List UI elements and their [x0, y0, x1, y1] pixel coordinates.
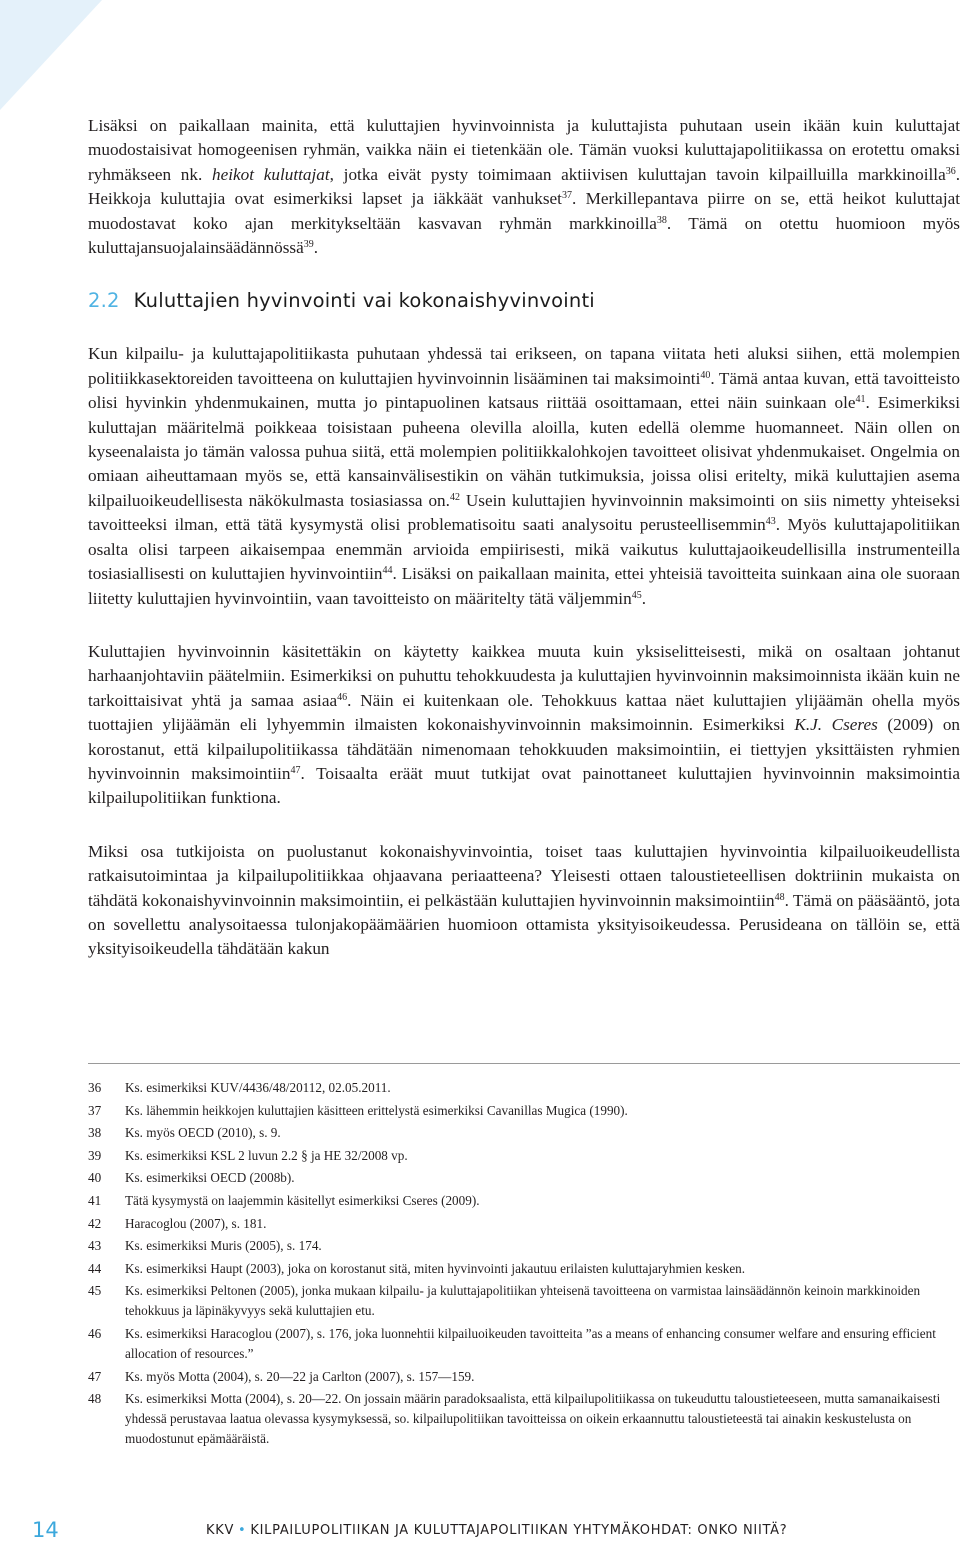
paragraph-2: Kun kilpailu- ja kuluttajapolitiikasta puhutaan yhdessä tai erikseen, on tapana viitata heti aluksi siihen, että molempien politiikkasektoreiden tavoitteena on kuluttajien hyvinvoinnin lisääminen tai maksimointi$^{40}$. Tämä antaa kuvan, että tavoitteisto olisi hyvinkin yhdenmukainen, mutta jo pintapuolinen katsaus riittää osoittamaan, ettei näin suinkaan ole$^{41}$. Esimerkiksi kuluttajan määritelmä poikkeaa toisistaan puheena olevilla aloilla, kuten edellä olemme huomanneet. Näin ollen on kyseenalaista jo tämän valossa puhua siitä, että molempien politiikkalohkojen tavoitteet olisivat yhdenmukaiset. Ongelmia on omiaan aiheuttamaan myös se, että kansainvälisestikin on vähän tutkimuksia, joissa olisi eritelty, mikä kuluttajien asema kilpailuoikeudellisesta näkökulmasta tosiasiassa on.$^{42}$ Usein kuluttajien hyvinvoinnin maksimointi on siis nimetty yhteiseksi tavoitteeksi ilman, että tätä kysymystä olisi problematisoitu saati analysoitu perusteellisemmin$^{43}$. Myös kuluttajapolitiikan osalta olisi tarpeen aikaisempaa enemmän arvioida empiirisesti, mikä vaikutus kuluttajaoikeudellisilla instrumenteilla tosiasiallisesti on kuluttajien hyvinvointiin$^{44}$. Lisäksi on paikallaan mainita, ettei yhteisiä tavoitteita suinkaan aina ole suoraan liitetty kuluttajien hyvinvointiin, vaan tavoitteisto on määritelty tätä väljemmin$^{45}$. [88, 344, 960, 608]
footnote-ref[interactable]: 38 [656, 214, 667, 226]
footnote-ref[interactable]: 36 [945, 165, 956, 177]
paragraph-1: Lisäksi on paikallaan mainita, että kuluttajien hyvinvoinnista ja kuluttajista puhutaan usein ikään kuin kuluttajat muodostaisivat homogeenisen ryhmän, vaikka näin ei tietenkään ole. Tämän vuoksi kuluttajapolitiikassa on erotettu omaksi ryhmäkseen nk. heikot kuluttajat, jotka eivät pysty toimimaan aktiivisen kuluttajan tavoin kilpailluilla markkinoilla$^{36}$. Heikkoja kuluttajia ovat esimerkiksi lapset ja iäkkäät vanhukset$^{37}$. Merkillepantava piirre on se, että heikot kuluttajat muodostavat koko ajan merkitykseltään kasvavan ryhmän markkinoilla$^{38}$. Tämä on otettu huomioon myös kuluttajansuojalainsäädännössä$^{39}$. [88, 116, 960, 258]
footnote-ref[interactable]: 37 [561, 190, 572, 202]
running-title-text: KILPAILUPOLITIIKAN JA KULUTTAJAPOLITIIKAN YHTYMÄKOHDAT: ONKO NIITÄ? [250, 1523, 788, 1538]
footnote-ref[interactable]: 44 [382, 565, 393, 577]
footnote: 42 Haracoglou (2007), s. 181. [88, 1215, 267, 1231]
section-number: 2.2 [88, 289, 120, 313]
footnote-ref[interactable]: 47 [290, 764, 301, 776]
footnote: 43 Ks. esimerkiksi Muris (2005), s. 174. [88, 1238, 322, 1254]
section-heading [88, 289, 960, 312]
footnote: 37 Ks. lähemmin heikkojen kuluttajien käsitteen erittelystä esimerkiksi Cavanillas Mugica (1990). [88, 1102, 628, 1118]
paragraph-4: Miksi osa tutkijoista on puolustanut kokonaishyvinvointia, toiset taas kuluttajien hyvinvointia kilpailuoikeudellista ratkaisutoimintaa ja kilpailupolitiikkaa ohjaavana periaatteena? Yleisesti ottaen taloustieteellisen doktriinin mukaista on tähdätä kokonaishyvinvoinnin maksimointiin, ei pelkästään kuluttajien hyvinvoinnin maksimointiin$^{48}$. Tämä on pääsääntö, jota on sovellettu analysoitaessa tulonjakopäämäärien huomioon ottamista yksityisoikeudessa. Perusideana on tällöin se, että yksityisoikeudella tähdätään kakun [88, 841, 960, 959]
footnote: 41 Tätä kysymystä on laajemmin käsitellyt esimerkiksi Cseres (2009). [88, 1192, 480, 1208]
footnote: 36 Ks. esimerkiksi KUV/4436/48/20112, 02.05.2011. [88, 1080, 391, 1095]
separator-dot: • [238, 1523, 247, 1538]
footnote: 47 Ks. myös Motta (2004), s. 20—22 ja Carlton (2007), s. 157—159. [88, 1368, 475, 1384]
footnote: 44 Ks. esimerkiksi Haupt (2003), joka on korostanut sitä, miten hyvinvointi jakautuu erilaisten kuluttajaryhmien kesken. [88, 1260, 746, 1276]
footnote-divider [88, 1063, 960, 1064]
footnote: 38 Ks. myös OECD (2010), s. 9. [88, 1125, 281, 1141]
footnotes [88, 1078, 960, 1452]
corner-decoration [0, 0, 110, 120]
running-title [206, 1523, 787, 1538]
footnote-ref[interactable]: 39 [303, 239, 314, 251]
footnote: 48 Ks. esimerkiksi Motta (2004), s. 20—22. On jossain määrin paradoksaalista, että kilpailupolitiikassa on tukeuduttu taloustieteeseen, mutta samanaikaisesti yhdessä perustavaa laatua olevassa kysymyksessä, so. kilpailupolitiikan tavoitteissa on oikein erkaannuttu taloustieteestä tai ainakin keskustelusta on muodostunut epämääräistä. [88, 1391, 941, 1447]
publisher: KKV [206, 1523, 235, 1538]
footnote-ref[interactable]: 46 [337, 691, 348, 703]
footnote-ref[interactable]: 40 [700, 369, 711, 381]
paragraph-3: Kuluttajien hyvinvoinnin käsitettäkin on käytetty kaikkea muuta kuin yksiselitteisesti, mikä on osaltaan johtanut harhaanjohtaviin päätelmiin. Esimerkiksi on puhuttu tehokkuudesta ja kuluttajien hyvinvoinnin maksimoinnista ikään kuin ne tarkoittaisivat yhtä ja samaa asiaa$^{46}$. Näin ei kuitenkaan ole. Tehokkuus kattaa näet kuluttajien ylijäämän ohella myös tuottajien ylijäämän eli lyhyemmin ilmaisten kokonaishyvinvoinnin maksimoinnin. Esimerkiksi K.J. Cseres (2009) on korostanut, että kilpailupolitiikassa tähdätään nimenomaan tehokkuuden maksimointiin, ei tiettyjen yksittäisten ryhmien hyvinvoinnin maksimointiin$^{47}$. Toisaalta eräät muut tutkijat ovat painottaneet kuluttajien hyvinvoinnin maksimointia kilpailupolitiikan funktiona. [88, 641, 960, 808]
footnote-ref[interactable]: 43 [765, 516, 776, 528]
page-footer [0, 1518, 960, 1542]
page-number: 14 [32, 1518, 59, 1542]
footnote: 39 Ks. esimerkiksi KSL 2 luvun 2.2 § ja HE 32/2008 vp. [88, 1147, 408, 1163]
footnote: 46 Ks. esimerkiksi Haracoglou (2007), s. 176, joka luonnehtii kilpailuoikeuden tavoitteita ”as a means of enhancing consumer welfare and ensuring efficient allocation of resources.” [88, 1325, 936, 1361]
footnote-ref[interactable]: 45 [631, 589, 642, 601]
section-title: Kuluttajien hyvinvointi vai kokonaishyvinvointi [133, 289, 595, 313]
footnote-ref[interactable]: 42 [449, 491, 460, 503]
footnote: 45 Ks. esimerkiksi Peltonen (2005), jonka mukaan kilpailu- ja kuluttajapolitiikan yhteisenä tavoitteena on varmistaa lainsäädännön keinoin markkinoiden tehokkuus ja läpinäkyvyys sekä kuluttajien etu. [88, 1283, 921, 1319]
footnote-ref[interactable]: 48 [774, 891, 785, 903]
footnote-ref[interactable]: 41 [855, 394, 866, 406]
body-text [88, 114, 960, 991]
footnote: 40 Ks. esimerkiksi OECD (2008b). [88, 1170, 295, 1186]
